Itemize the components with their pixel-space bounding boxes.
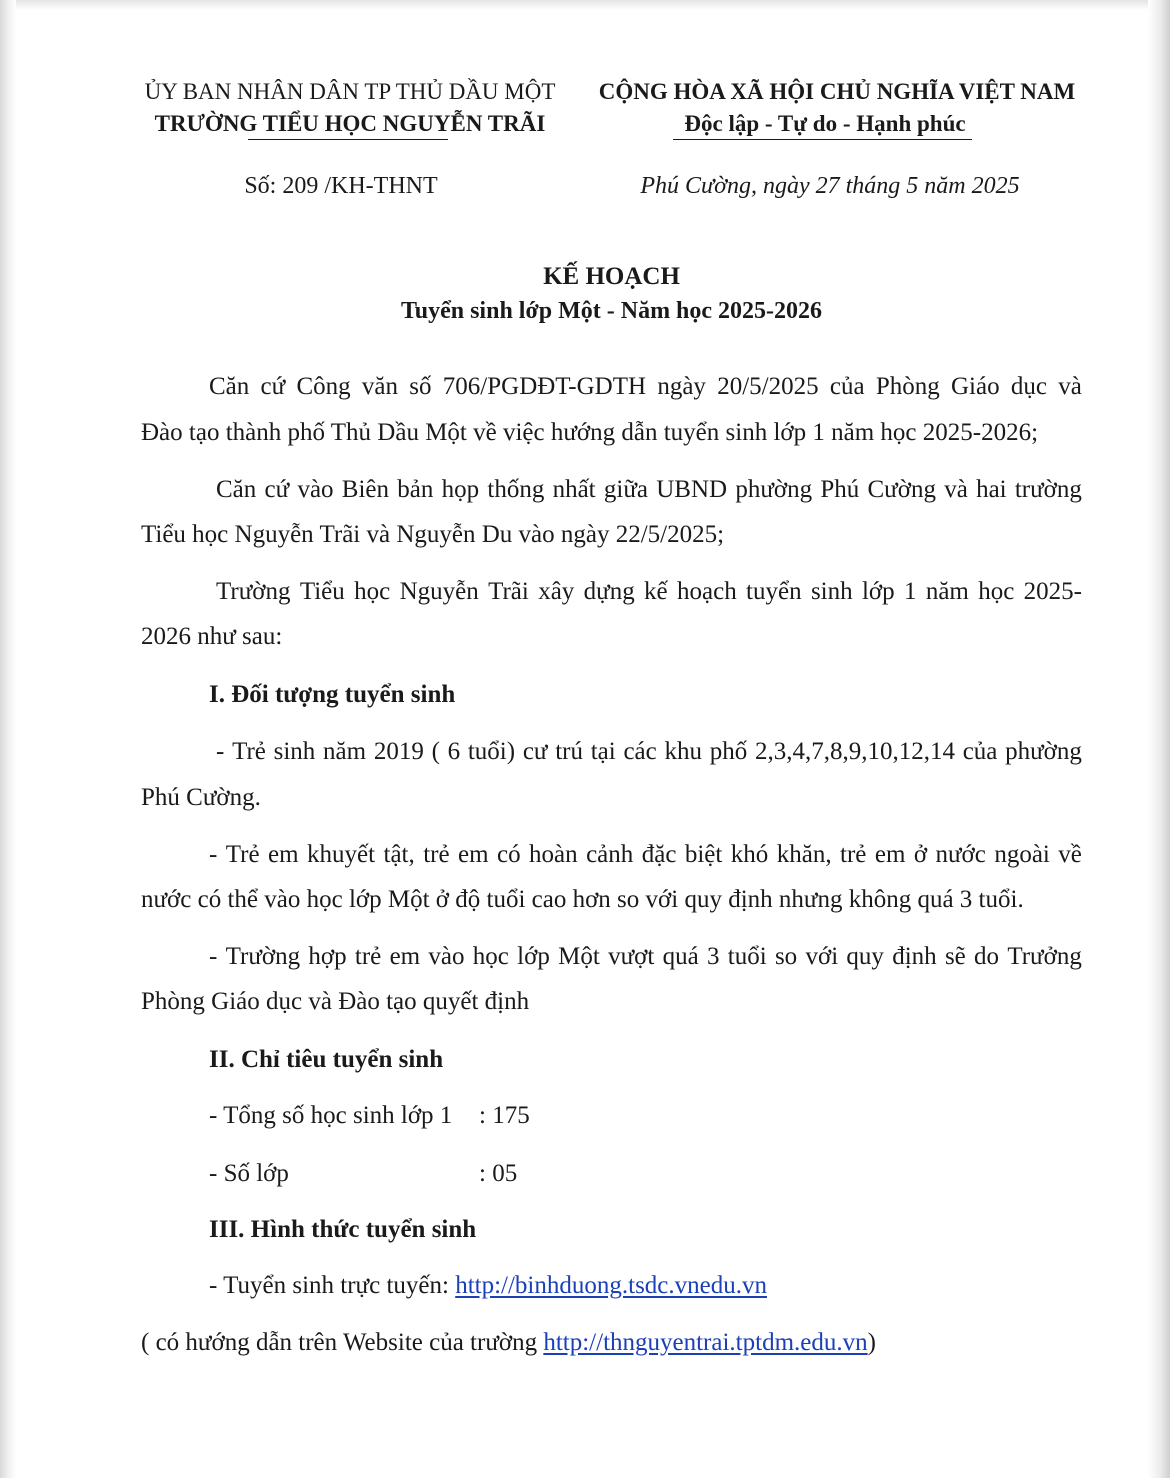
word: khuyết [307,841,376,868]
word: trú [555,738,583,765]
word: học [472,943,509,970]
word: Trưởng [1007,943,1082,970]
online-enrollment-row [209,1271,767,1301]
word: nước [935,841,986,868]
word: đặc [641,841,677,868]
word: của [962,738,998,765]
word: sinh [273,738,316,765]
national-motto: Độc lập - Tự do - Hạnh phúc [684,111,966,136]
word: em [268,841,299,868]
word: Trẻ [225,841,260,868]
word: Công [296,373,351,400]
word: quy [846,943,884,970]
word: - [209,943,218,970]
section-1-bullet-2-line2: nước có thể vào học lớp Một ở độ tuổi cao hơn so với quy định nhưng không quá 3 tuổi. [141,886,1024,913]
word: ( [431,738,440,765]
word: 706/PGDĐT-GDTH [442,373,647,400]
word: 2025- [1023,578,1082,605]
website-guide-suffix: ) [867,1329,876,1356]
document-title: KẾ HOẠCH [543,263,680,290]
word: UBND [656,476,728,503]
word: - [209,841,218,868]
word: Phòng [875,373,940,400]
word: lớp [861,578,895,605]
word: hoạch [677,578,737,605]
online-enrollment-link[interactable]: http://binhduong.tsdc.vnedu.vn [455,1272,767,1299]
word: cứ [264,476,290,503]
word: vào [297,476,334,503]
word: phường [735,476,813,503]
word: hai [976,476,1007,503]
word: - [216,738,225,765]
word: và [944,476,968,503]
word: trường [1014,476,1082,503]
word: của [829,373,865,400]
school-name-underline [248,139,448,140]
word: hoàn [529,841,578,868]
place-and-date: Phú Cường, ngày 27 tháng 5 năm 2025 [640,173,1020,199]
word: dục [1010,373,1047,400]
website-guide-prefix: ( có hướng dẫn trên Website của trường [141,1329,538,1356]
word: Trường [225,943,301,970]
quota-classes-label: - Số lớp [209,1160,289,1187]
word: ở [913,841,928,868]
word: năm [323,738,367,765]
word: tuổi) [467,738,516,765]
word: phố [709,738,748,765]
word: ngày [657,373,706,400]
word: và [1058,373,1082,400]
authority-name: ỦY BAN NHÂN DÂN TP THỦ DẦU MỘT [144,79,556,104]
word: cư [522,738,548,765]
page-right-shadow [1148,0,1170,1478]
school-website-link[interactable]: http://thnguyentrai.tptdm.edu.vn [543,1329,868,1356]
school-name: TRƯỜNG TIỂU HỌC NGUYỄN TRÃI [154,111,546,136]
quota-total-value: : 175 [479,1102,530,1129]
website-guide-row [141,1328,876,1358]
preamble-p1-line2: Đào tạo thành phố Thủ Dầu Một về việc hướng dẫn tuyển sinh lớp 1 năm học 2025-2026; [141,419,1039,446]
word: Trãi [488,578,529,605]
word: Căn [216,476,257,503]
word: sẽ [944,943,966,970]
page-top-shadow [0,0,1170,10]
section-1-bullet-1-line1 [216,737,1082,767]
word: biệt [684,841,723,868]
word: Phú [820,476,860,503]
online-enrollment-label: - Tuyển sinh trực tuyến: [209,1272,449,1299]
word: về [1058,841,1082,868]
word: vượt [608,943,655,970]
word: sinh [810,578,853,605]
word: định [892,943,937,970]
word: ngoài [994,841,1050,868]
word: Giáo [951,373,1000,400]
preamble-p1-line1 [209,372,1082,402]
word: Trường [216,578,291,605]
word: em [389,943,421,970]
quota-total-label: - Tổng số học sinh lớp 1 [209,1102,453,1129]
word: do [974,943,1000,970]
word: Căn [209,373,250,400]
word: em [458,841,489,868]
word: Cường [867,476,936,503]
word: tuổi [727,943,767,970]
word: cảnh [586,841,634,868]
preamble-p2-line1 [216,475,1082,505]
word: năm [925,578,969,605]
national-title: CỘNG HÒA XÃ HỘI CHỦ NGHĨA VIỆT NAM [598,79,1076,104]
word: học [978,578,1015,605]
word: 3 [706,943,720,970]
word: 1 [903,578,917,605]
word: Nguyễn [399,578,479,605]
word: các [623,738,657,765]
motto-underline [673,139,972,140]
word: kế [644,578,668,605]
word: tật, [383,841,415,868]
word: bản [397,476,434,503]
word: với [805,943,839,970]
word: trẻ [840,841,867,868]
document-subtitle: Tuyển sinh lớp Một - Năm học 2025-2026 [400,298,823,324]
word: 6 [447,738,461,765]
word: có [496,841,521,868]
word: hợp [308,943,347,970]
word: dựng [583,578,635,605]
section-1-bullet-3-line2: Phòng Giáo dục và Đào tạo quyết định [141,988,530,1015]
section-3-heading: III. Hình thức tuyển sinh [209,1216,477,1243]
word: họp [441,476,480,503]
word: khăn, [776,841,832,868]
section-1-bullet-3-line1 [209,942,1082,972]
word: trẻ [354,943,382,970]
preamble-p3-line1 [216,577,1082,607]
word: Tiểu [299,578,345,605]
section-1-bullet-2-line1 [209,840,1082,870]
word: Trẻ [232,738,266,765]
word: trẻ [423,841,450,868]
word: phường [1005,738,1082,765]
word: Một [558,943,600,970]
quota-classes-value: : 05 [479,1160,518,1187]
section-1-bullet-1-line2: Phú Cường. [141,784,261,811]
word: em [874,841,906,868]
word: quá [662,943,699,970]
word: lớp [517,943,550,970]
word: học [354,578,391,605]
section-2-heading: II. Chỉ tiêu tuyển sinh [209,1046,444,1073]
word: giữa [603,476,648,503]
word: 2,3,4,7,8,9,10,12,14 [754,738,955,765]
word: 2019 [373,738,424,765]
word: số [409,373,432,400]
word: xây [538,578,575,605]
word: cứ [260,373,286,400]
document-number: Số: 209 /KH-THNT [244,173,438,199]
section-1-heading: I. Đối tượng tuyển sinh [209,681,456,708]
word: tuyển [746,578,802,605]
word: nhất [552,476,596,503]
preamble-p3-line2: 2026 như sau: [141,623,283,650]
word: 20/5/2025 [717,373,819,400]
word: văn [361,373,399,400]
word: vào [428,943,465,970]
word: khó [730,841,769,868]
word: thống [487,476,545,503]
word: so [774,943,798,970]
word: Biên [341,476,390,503]
word: tại [590,738,616,765]
preamble-p2-line2: Tiểu học Nguyễn Trãi và Nguyễn Du vào ngày 22/5/2025; [141,521,725,548]
page-left-shadow [0,0,16,1478]
word: khu [664,738,702,765]
